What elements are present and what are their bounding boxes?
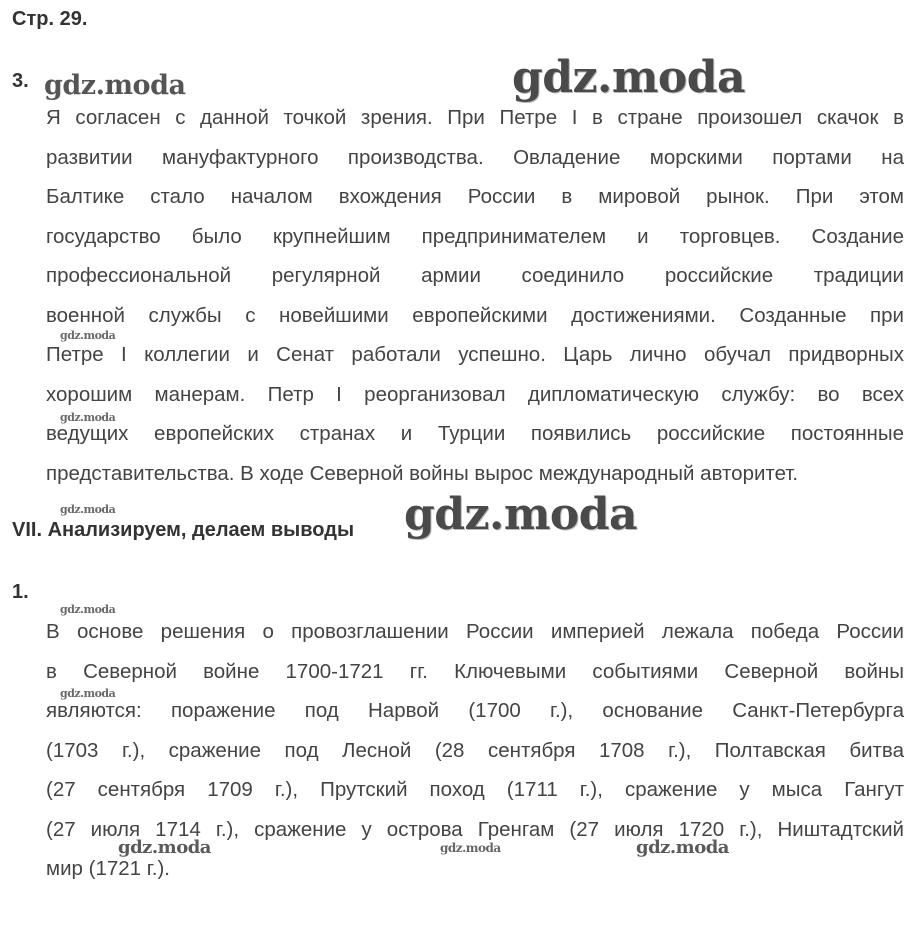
- text-line: (27 сентября 1709 г.), Прутский поход (1711 г.), сражение у мыса Гангут: [46, 778, 904, 801]
- watermark-logo: gdz.moda: [60, 603, 116, 616]
- text-line: представительства. В ходе Северной войны вырос международный авторитет.: [46, 461, 799, 485]
- watermark-logo: gdz.moda: [60, 411, 116, 424]
- text-line: В основе решения о провозглашении России империей лежала победа России: [46, 620, 904, 643]
- watermark-logo: gdz.moda: [60, 687, 116, 700]
- watermark-logo: gdz.moda: [118, 837, 211, 858]
- task-3-number: 3.: [12, 70, 29, 92]
- watermark-logo: gdz.moda: [404, 489, 638, 540]
- text-line: в Северной войне 1700-1721 гг. Ключевыми событиями Северной войны: [46, 659, 904, 683]
- text-line: (27 июля 1714 г.), сражение у острова Гренгам (27 июля 1720 г.), Ништадтский: [46, 817, 904, 841]
- page-number: Стр. 29.: [12, 8, 88, 30]
- watermark-logo: gdz.moda: [636, 837, 729, 858]
- text-line: Петре I коллегии и Сенат работали успешно. Царь лично обучал придворных: [46, 343, 904, 366]
- watermark-logo: gdz.moda: [60, 329, 116, 342]
- text-line: государство было крупнейшим предпринимателем и торговцев. Создание: [46, 224, 904, 248]
- text-line: (1703 г.), сражение под Лесной (28 сентября 1708 г.), Полтавская битва: [46, 738, 904, 762]
- text-line: являются: поражение под Нарвой (1700 г.), основание Санкт-Петербурга: [46, 699, 904, 722]
- watermark-logo: gdz.moda: [512, 52, 746, 103]
- text-line: ведущих европейских странах и Турции появились российские постоянные: [46, 422, 904, 445]
- task-1-number: 1.: [12, 581, 29, 603]
- text-line: мир (1721 г.).: [46, 857, 170, 880]
- section-title: VII. Анализируем, делаем выводы: [12, 519, 355, 541]
- watermark-logo: gdz.moda: [60, 503, 116, 516]
- text-line: Я согласен с данной точкой зрения. При Петре I в стране произошел скачок в: [46, 106, 904, 129]
- text-line: военной службы с новейшими европейскими достижениями. Созданные при: [46, 303, 904, 327]
- watermark-logo: gdz.moda: [44, 70, 186, 101]
- text-line: хорошим манерам. Петр I реорганизовал дипломатическую службу: во всех: [46, 382, 904, 406]
- text-line: развитии мануфактурного производства. Овладение морскими портами на: [46, 145, 904, 169]
- watermark-logo: gdz.moda: [440, 841, 501, 855]
- text-line: профессиональной регулярной армии соединило российские традиции: [46, 264, 904, 287]
- task-3-answer: [46, 98, 904, 493]
- text-line: Балтике стало началом вхождения России в мировой рынок. При этом: [46, 185, 904, 208]
